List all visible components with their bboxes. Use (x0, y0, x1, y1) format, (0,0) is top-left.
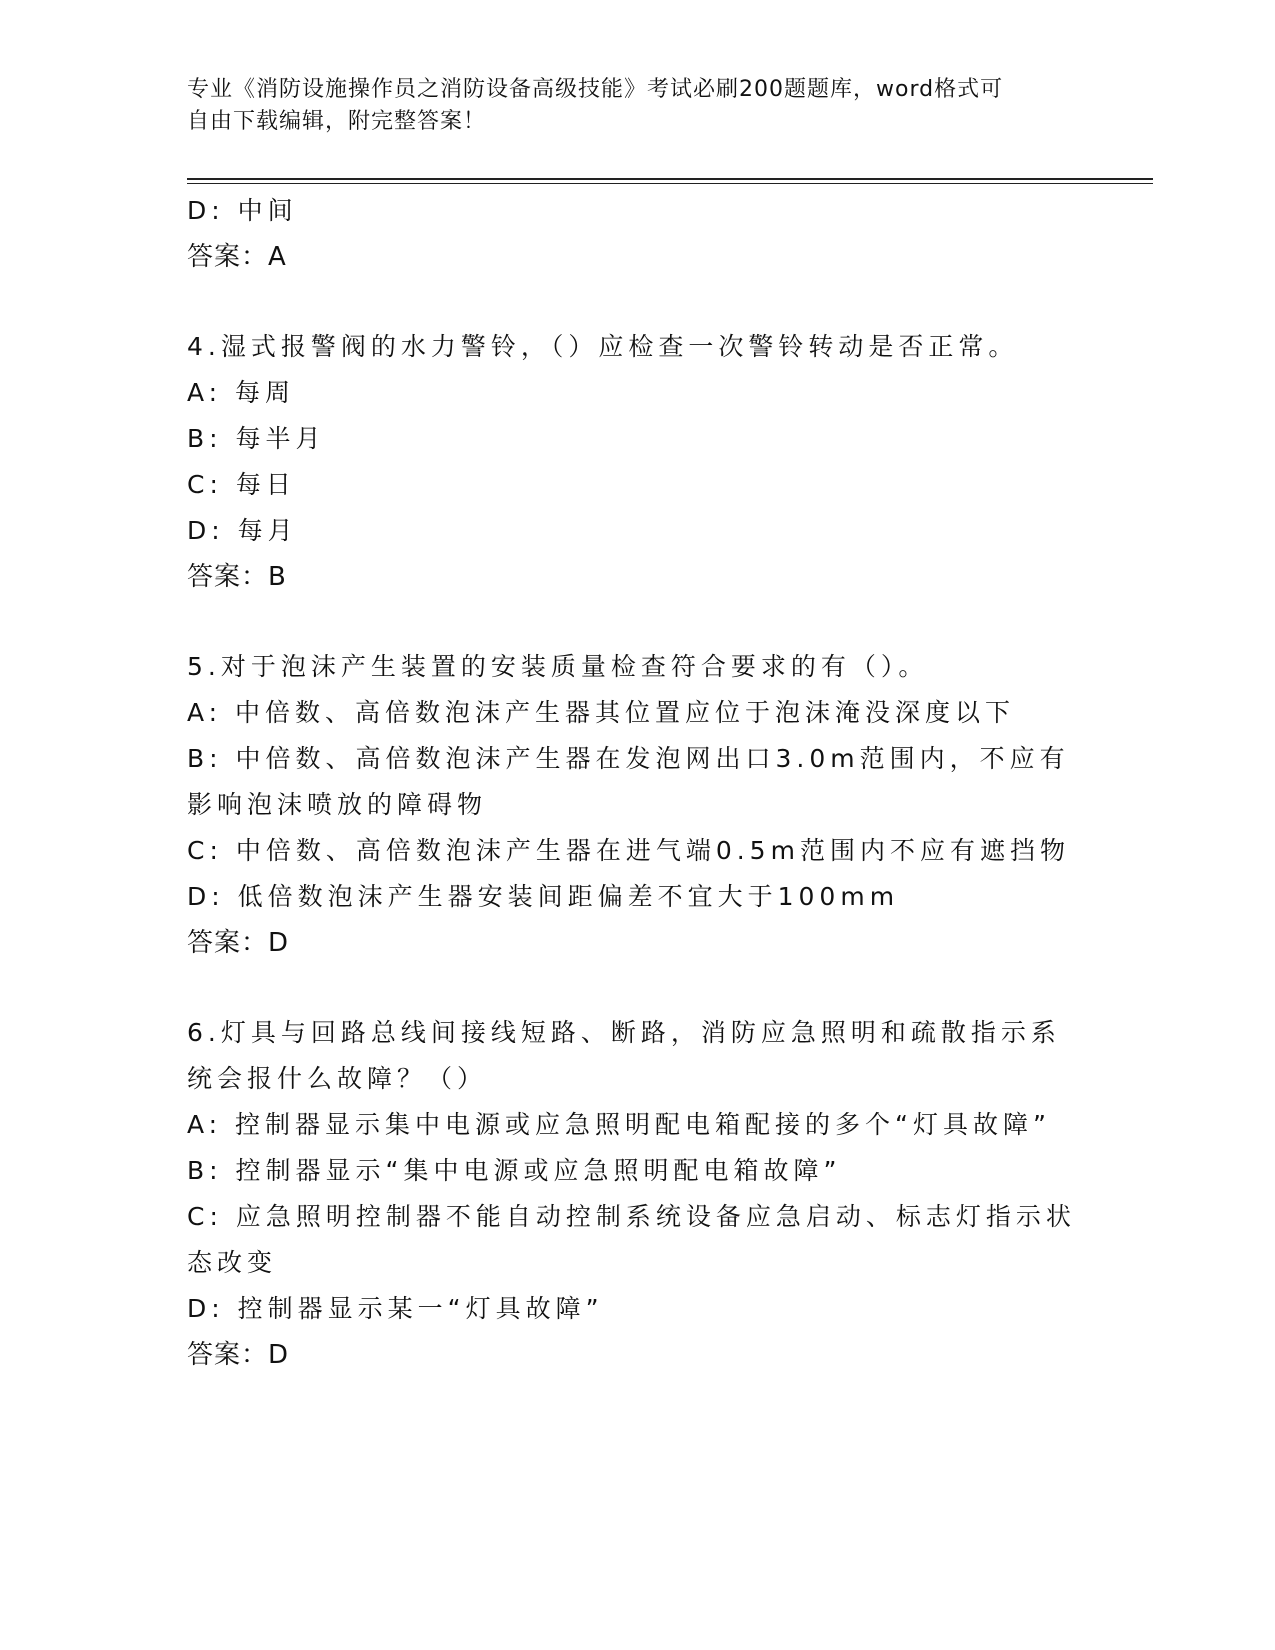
option-c: C: 中倍数、高倍数泡沫产生器在进气端0.5m范围内不应有遮挡物 (187, 836, 1070, 865)
question-prev (187, 188, 1087, 280)
option-c: C: 应急照明控制器不能自动控制系统设备应急启动、标志灯指示状态改变 (187, 1202, 1076, 1277)
option-a: A: 每周 (187, 378, 296, 407)
question-5 (187, 644, 1087, 966)
answer-line: 答案：D (187, 928, 290, 958)
spacer (187, 600, 1087, 644)
option-d: D: 控制器显示某一“灯具故障” (187, 1294, 604, 1323)
question-list (187, 188, 1087, 1378)
header-rule-thick (187, 178, 1153, 180)
question-stem: 4.湿式报警阀的水力警铃，（）应检查一次警铃转动是否正常。 (187, 332, 1019, 361)
answer-line: 答案：A (187, 242, 287, 272)
spacer (187, 966, 1087, 1010)
option-d: D: 每月 (187, 516, 298, 545)
answer-line: 答案：B (187, 562, 287, 592)
option-b: B: 中倍数、高倍数泡沫产生器在发泡网出口3.0m范围内，不应有影响泡沫喷放的障碍物 (187, 744, 1070, 819)
option-c: C: 每日 (187, 470, 296, 499)
option-d: D: 低倍数泡沫产生器安装间距偏差不宜大于100mm (187, 882, 900, 911)
header-line-1: 专业《消防设施操作员之消防设备高级技能》考试必刷200题题库，word格式可 (187, 77, 1004, 102)
question-stem: 5.对于泡沫产生装置的安装质量检查符合要求的有（）。 (187, 652, 929, 681)
option-b: B: 控制器显示“集中电源或应急照明配电箱故障” (187, 1156, 842, 1185)
option-a: A: 中倍数、高倍数泡沫产生器其位置应位于泡沫淹没深度以下 (187, 698, 1016, 727)
header-line-2: 自由下载编辑，附完整答案！ (187, 109, 487, 134)
option-b: B: 每半月 (187, 424, 326, 453)
page-header (187, 74, 1067, 138)
question-4 (187, 324, 1087, 600)
answer-line: 答案：D (187, 1340, 290, 1370)
spacer (187, 280, 1087, 324)
option-d: D: 中间 (187, 196, 298, 225)
question-6 (187, 1010, 1087, 1378)
option-a: A: 控制器显示集中电源或应急照明配电箱配接的多个“灯具故障” (187, 1110, 1051, 1139)
header-rule-thin (187, 183, 1153, 184)
question-stem: 6.灯具与回路总线间接线短路、断路，消防应急照明和疏散指示系统会报什么故障？（） (187, 1018, 1061, 1093)
